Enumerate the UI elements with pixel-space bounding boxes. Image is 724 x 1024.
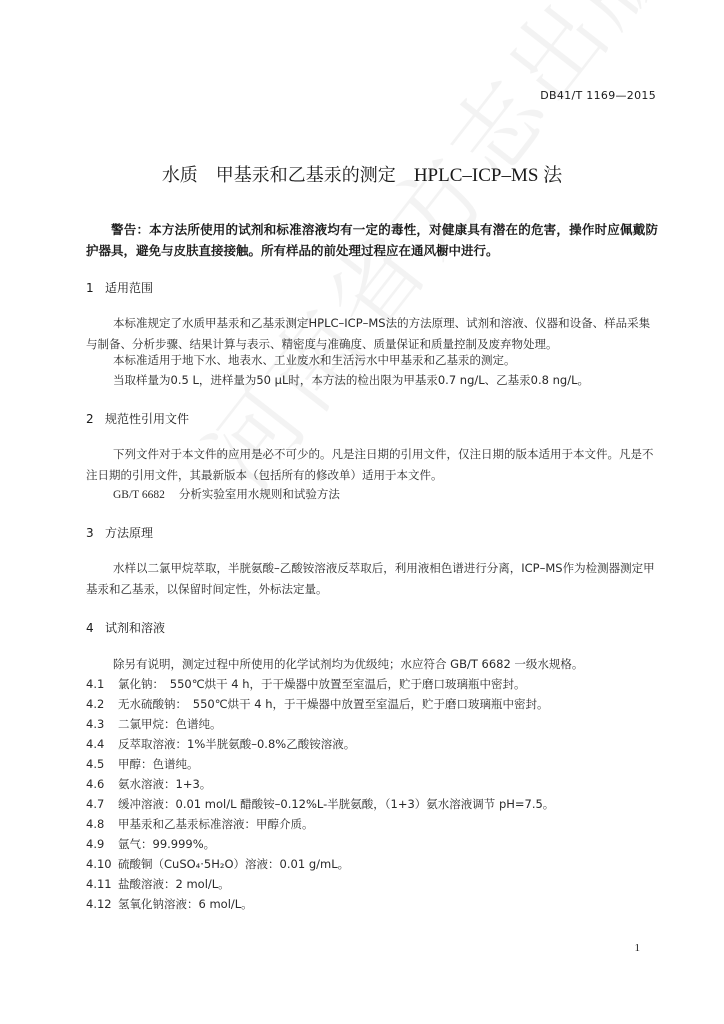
page-number: 1 <box>634 942 640 954</box>
item-text: 二氯甲烷：色谱纯。 <box>118 717 222 731</box>
standard-code: DB41/T 1169—2015 <box>540 89 656 102</box>
list-item <box>86 836 215 852</box>
item-number: 4.7 <box>86 797 105 811</box>
item-text: 氯化钠： 550℃烘干 4 h，于干燥器中放置至室温后，贮于磨口玻璃瓶中密封。 <box>118 677 526 691</box>
item-text: 无水硫酸钠： 550℃烘干 4 h，于干燥器中放置至室温后，贮于磨口玻璃瓶中密封。 <box>118 697 549 711</box>
paragraph: 本标准规定了水质甲基汞和乙基汞测定HPLC–ICP–MS法的方法原理、试剂和溶液、仪器和设备、样品采集与制备、分析步骤、结果计算与表示、精密度与准确度、质量保证和质量控制及废弃物处理。 <box>86 316 651 351</box>
item-number: 4.9 <box>86 837 105 851</box>
paragraph: 除另有说明，测定过程中所使用的化学试剂均为优级纯；水应符合 GB/T 6682 一级水规格。 <box>113 657 584 671</box>
item-number: 4.12 <box>86 897 112 911</box>
title-cn: 水质 甲基汞和乙基汞的测定 <box>161 165 414 186</box>
paragraph: 下列文件对于本文件的应用是必不可少的。凡是注日期的引用文件，仅注日期的版本适用于本文件。凡是不注日期的引用文件，其最新版本（包括所有的修改单）适用于本文件。 <box>86 447 654 482</box>
list-item <box>86 736 355 752</box>
list-item <box>86 676 526 692</box>
item-number: 4.8 <box>86 817 105 831</box>
item-text: 反萃取溶液：1%半胱氨酸–0.8%乙酸铵溶液。 <box>118 737 356 751</box>
section-title: 试剂和溶液 <box>105 621 166 635</box>
item-number: 4.5 <box>86 757 105 771</box>
paragraph: 当取样量为0.5 L，进样量为50 μL时，本方法的检出限为甲基汞0.7 ng/L、乙基汞0.8 ng/L。 <box>113 373 589 387</box>
list-item <box>86 876 230 892</box>
item-text: 氨水溶液：1+3。 <box>118 777 212 791</box>
warning-paragraph: 警告：本方法所使用的试剂和标准溶液均有一定的毒性，对健康具有潜在的危害，操作时应佩戴防护器具，避免与皮肤直接接触。所有样品的前处理过程应在通风橱中进行。 <box>86 222 658 258</box>
item-text: 氩气：99.999%。 <box>118 837 216 851</box>
item-text: 甲醇：色谱纯。 <box>118 757 199 771</box>
item-text: 甲基汞和乙基汞标准溶液：甲醇介质。 <box>118 817 314 831</box>
item-text: 盐酸溶液：2 mol/L。 <box>118 877 230 891</box>
paragraph: 水样以二氯甲烷萃取，半胱氨酸–乙酸铵溶液反萃取后，利用液相色谱进行分离，ICP–MS作为检测器测定甲基汞和乙基汞，以保留时间定性，外标法定量。 <box>86 561 655 596</box>
reference-title: 分析实验室用水规则和试验方法 <box>178 487 340 501</box>
item-number: 4.1 <box>86 677 105 691</box>
item-number: 4.4 <box>86 737 105 751</box>
section-number: 3 <box>86 526 94 540</box>
list-item <box>86 796 554 812</box>
section-number: 4 <box>86 621 94 635</box>
section-heading-2 <box>86 410 189 427</box>
list-item <box>86 716 222 732</box>
section-heading-4 <box>86 619 165 636</box>
section-title: 规范性引用文件 <box>105 412 190 426</box>
list-item <box>86 856 349 872</box>
document-title <box>0 160 724 187</box>
list-item <box>86 896 253 912</box>
list-item <box>86 696 549 712</box>
section-title: 适用范围 <box>105 281 154 295</box>
section-heading-3 <box>86 524 153 541</box>
section-number: 1 <box>86 281 94 295</box>
item-number: 4.10 <box>86 857 112 871</box>
list-item <box>86 816 314 832</box>
item-number: 4.3 <box>86 717 105 731</box>
section-number: 2 <box>86 412 94 426</box>
item-text: 硫酸铜（CuSO₄·5H₂O）溶液：0.01 g/mL。 <box>118 857 350 871</box>
paragraph: 本标准适用于地下水、地表水、工业废水和生活污水中甲基汞和乙基汞的测定。 <box>113 353 516 367</box>
item-number: 4.11 <box>86 877 112 891</box>
normative-reference <box>113 486 340 502</box>
item-number: 4.2 <box>86 697 105 711</box>
item-text: 缓冲溶液：0.01 mol/L 醋酸铵–0.12%L-半胱氨酸，（1+3）氨水溶液调节 pH=7.5。 <box>118 797 555 811</box>
title-en: HPLC–ICP–MS 法 <box>413 165 563 186</box>
list-item <box>86 756 199 772</box>
item-number: 4.6 <box>86 777 105 791</box>
section-title: 方法原理 <box>105 526 154 540</box>
reference-code: GB/T 6682 <box>113 489 165 501</box>
section-heading-1 <box>86 279 153 296</box>
item-text: 氢氧化钠溶液：6 mol/L。 <box>118 897 253 911</box>
list-item <box>86 776 211 792</box>
